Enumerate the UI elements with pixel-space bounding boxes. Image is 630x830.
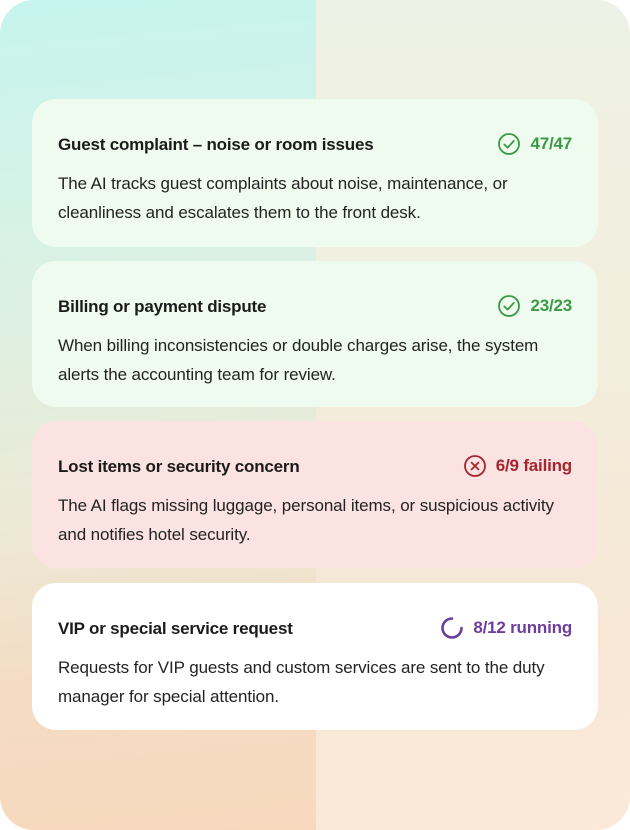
test-card-billing-dispute[interactable]: [32, 261, 598, 407]
test-card-vip-request[interactable]: [32, 583, 598, 730]
card-description: The AI flags missing luggage, personal items, or suspicious activity and notifies hotel security.: [58, 496, 554, 544]
status-text: 47/47: [530, 134, 572, 153]
card-title: Billing or payment dispute: [58, 297, 267, 316]
card-title: Lost items or security concern: [58, 457, 300, 476]
test-card-guest-complaint[interactable]: [32, 99, 598, 247]
check-circle-icon: [497, 294, 521, 318]
card-description: The AI tracks guest complaints about noise, maintenance, or cleanliness and escalates them to the front desk.: [58, 174, 508, 222]
test-card-lost-items[interactable]: [32, 421, 598, 568]
card-description: Requests for VIP guests and custom services are sent to the duty manager for special attention.: [58, 658, 545, 706]
card-title: Guest complaint – noise or room issues: [58, 135, 374, 154]
status-badge: [463, 454, 572, 478]
check-circle-icon: [497, 132, 521, 156]
status-badge: [440, 616, 572, 640]
spinner-icon: [440, 616, 464, 640]
status-text: 8/12 running: [473, 618, 572, 637]
card-title: VIP or special service request: [58, 619, 293, 638]
status-badge: [497, 294, 572, 318]
status-badge: [497, 132, 572, 156]
status-text: 6/9 failing: [495, 456, 572, 475]
status-text: 23/23: [530, 296, 572, 315]
card-description: When billing inconsistencies or double charges arise, the system alerts the accounting team for review.: [58, 336, 539, 384]
x-circle-icon: [463, 454, 487, 478]
